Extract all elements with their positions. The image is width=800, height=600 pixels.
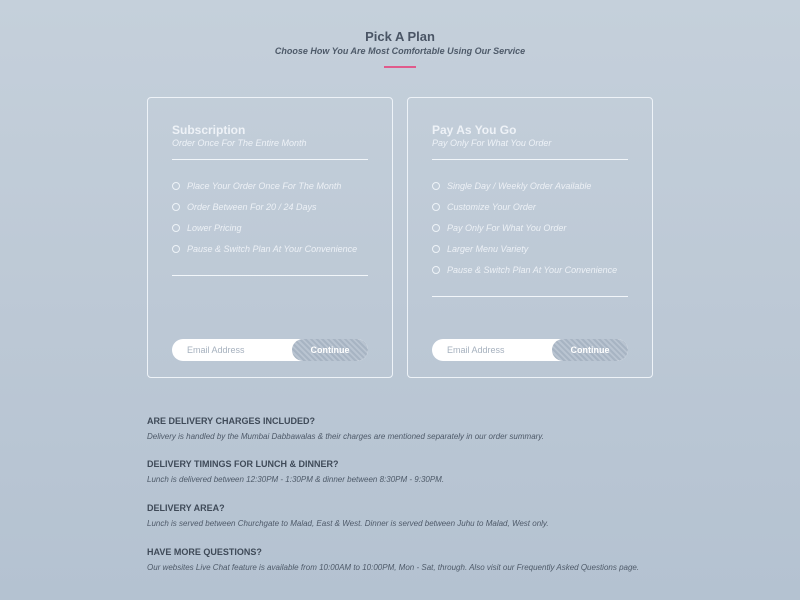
plan-feature-item [172,175,357,196]
plan-title: Subscription [172,123,246,137]
circle-bullet-icon [172,203,180,211]
circle-bullet-icon [432,224,440,232]
faq-item [147,459,707,484]
plan-feature-item [432,175,617,196]
faq-item [147,416,707,441]
faq-question: HAVE MORE QUESTIONS? [147,547,262,557]
plan-feature-item [172,196,357,217]
plan-card-subscription [147,97,393,378]
plan-feature-item [432,238,617,259]
page-title: Pick A Plan [365,29,435,44]
plan-feature-label: Order Between For 20 / 24 Days [187,201,317,212]
plan-divider-top [172,159,368,160]
plan-feature-label: Place Your Order Once For The Month [187,180,342,191]
circle-bullet-icon [432,245,440,253]
faq-answer: Our websites Live Chat feature is available from 10:00AM to 10:00PM, Mon - Sat, through. Also visit our Frequently Asked Questions page. [147,563,640,572]
plan-divider-bottom [432,296,628,297]
plan-feature-label: Larger Menu Variety [447,243,529,254]
plan-feature-label: Pay Only For What You Order [447,222,567,233]
circle-bullet-icon [432,203,440,211]
signup-form [172,339,368,361]
faq-question: ARE DELIVERY CHARGES INCLUDED? [147,416,316,426]
faq-question: DELIVERY AREA? [147,503,225,513]
plan-feature-label: Customize Your Order [447,201,536,212]
faq-answer: Lunch is served between Churchgate to Malad, East & West. Dinner is served between Juhu to Malad, West only. [147,519,549,528]
signup-form [432,339,628,361]
accent-divider [384,66,416,68]
plan-feature-item [172,217,357,238]
page-subtitle: Choose How You Are Most Comfortable Using Our Service [274,46,526,56]
circle-bullet-icon [172,182,180,190]
circle-bullet-icon [172,224,180,232]
plan-header [0,29,800,68]
plan-feature-label: Pause & Switch Plan At Your Convenience [187,243,358,254]
faq-answer: Lunch is delivered between 12:30PM - 1:30PM & dinner between 8:30PM - 9:30PM. [147,475,445,484]
plan-divider-bottom [172,275,368,276]
plan-feature-item [432,196,617,217]
plan-divider-top [432,159,628,160]
faq-item [147,503,707,528]
plan-title: Pay As You Go [432,123,517,137]
circle-bullet-icon [172,245,180,253]
faq-item [147,547,707,572]
plan-feature-item [172,238,357,259]
continue-button[interactable]: Continue [292,339,368,361]
circle-bullet-icon [432,266,440,274]
plan-feature-list [172,175,357,259]
plan-feature-list [432,175,617,280]
plan-subtitle: Order Once For The Entire Month [172,138,307,148]
faq-answer: Delivery is handled by the Mumbai Dabbawalas & their charges are mentioned separately in our order summary. [147,432,544,441]
email-field[interactable] [172,339,292,361]
continue-button[interactable]: Continue [552,339,628,361]
circle-bullet-icon [432,182,440,190]
plan-feature-item [432,217,617,238]
plan-feature-label: Single Day / Weekly Order Available [447,180,592,191]
plan-feature-label: Pause & Switch Plan At Your Convenience [447,264,618,275]
plan-subtitle: Pay Only For What You Order [432,138,552,148]
faq-question: DELIVERY TIMINGS FOR LUNCH & DINNER? [147,459,339,469]
plan-feature-label: Lower Pricing [187,222,242,233]
plan-card-pay-as-you-go [407,97,653,378]
plan-feature-item [432,259,617,280]
email-field[interactable] [432,339,552,361]
